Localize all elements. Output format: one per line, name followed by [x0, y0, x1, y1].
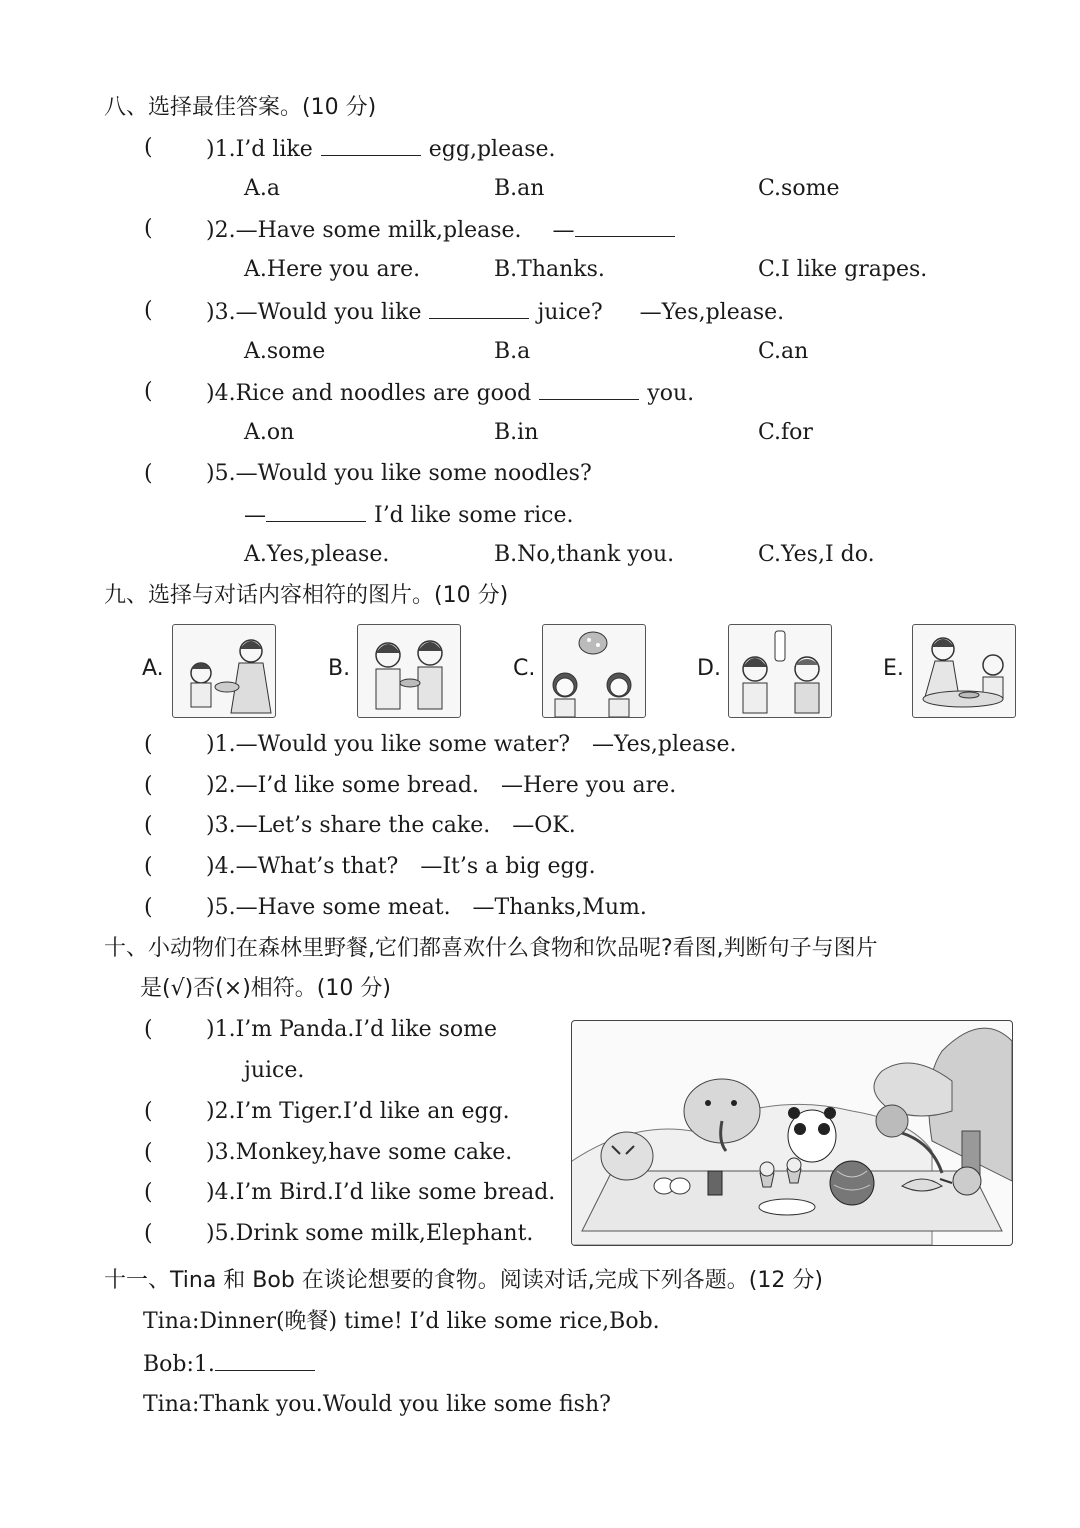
answer-blank[interactable] — [429, 296, 529, 319]
s11-dialogue-line2 — [143, 1348, 323, 1380]
s10-item-3: )3.Monkey,have some cake. — [206, 1140, 513, 1165]
s9-item-3: )3.—Let’s share the cake. —OK. — [206, 813, 576, 838]
picture-label-d: D. — [697, 656, 721, 681]
picture-a-mother-serving-boy — [172, 624, 276, 718]
s8-q1-option-c: C.some — [758, 176, 840, 201]
s8-q4-stem-after: you. — [647, 381, 695, 406]
s10-item-2: )2.I’m Tiger.I’d like an egg. — [206, 1099, 510, 1124]
s11-dialogue-line3: Tina:Thank you.Would you like some fish? — [143, 1392, 611, 1417]
paren-open: ( — [144, 813, 153, 838]
s8-q5-line2 — [244, 499, 573, 531]
forest-picnic-illustration — [571, 1020, 1013, 1246]
paren-open: ( — [144, 1180, 153, 1205]
s8-q3-option-a: A.some — [244, 339, 326, 364]
s9-item-1: )1.—Would you like some water? —Yes,please. — [206, 732, 737, 757]
s8-q3-option-b: B.a — [494, 339, 531, 364]
answer-blank[interactable] — [321, 133, 421, 156]
s11-dialogue-line1: Tina:Dinner(晚餐) time! I’d like some rice,Bob. — [143, 1309, 660, 1334]
answer-blank[interactable] — [575, 214, 675, 237]
paren-open: ( — [144, 1140, 153, 1165]
s8-q1-stem-before: )1.I’d like — [206, 137, 313, 162]
s8-q1-option-b: B.an — [494, 176, 545, 201]
s10-item-1: )1.I’m Panda.I’d like some — [206, 1017, 497, 1042]
picture-label-a: A. — [142, 656, 164, 681]
s8-q2-option-b: B.Thanks. — [494, 257, 605, 282]
paren-open: ( — [144, 379, 153, 404]
s8-q5-line2-after: I’d like some rice. — [374, 503, 574, 528]
paren-open: ( — [144, 461, 153, 486]
s8-q2-dash: — — [552, 218, 575, 243]
s10-item-1-cont: juice. — [244, 1058, 305, 1083]
s8-q1-stem-after: egg,please. — [428, 137, 556, 162]
paren-open: ( — [144, 773, 153, 798]
s8-q1-stem — [206, 133, 556, 165]
section11-title: 十一、Tina 和 Bob 在谈论想要的食物。阅读对话,完成下列各题。(12 分) — [104, 1268, 823, 1293]
s8-q2-stem-before: )2.—Have some milk,please. — [206, 218, 522, 243]
paren-open: ( — [144, 298, 153, 323]
section10-title-line1: 十、小动物们在森林里野餐,它们都喜欢什么食物和饮品呢?看图,判断句子与图片 — [104, 936, 878, 961]
s8-q2-option-c: C.I like grapes. — [758, 257, 928, 282]
s8-q2-option-a: A.Here you are. — [244, 257, 421, 282]
section10-title-line2: 是(√)否(×)相符。(10 分) — [140, 976, 391, 1001]
paren-open: ( — [144, 216, 153, 241]
s8-q4-stem-before: )4.Rice and noodles are good — [206, 381, 532, 406]
answer-blank[interactable] — [539, 377, 639, 400]
s10-item-5: )5.Drink some milk,Elephant. — [206, 1221, 534, 1246]
s9-item-5: )5.—Have some meat. —Thanks,Mum. — [206, 895, 647, 920]
picture-b-two-girls-eating — [357, 624, 461, 718]
picture-c-kids-thinking — [542, 624, 646, 718]
s9-item-2: )2.—I’d like some bread. —Here you are. — [206, 773, 677, 798]
s8-q5-dash: — — [244, 503, 266, 528]
s8-q3-option-c: C.an — [758, 339, 809, 364]
picture-d-girl-offering-water — [728, 624, 832, 718]
s8-q4-option-c: C.for — [758, 420, 813, 445]
s8-q5-stem: )5.—Would you like some noodles? — [206, 461, 592, 486]
s8-q1-option-a: A.a — [244, 176, 280, 201]
s8-q4-option-a: A.on — [244, 420, 295, 445]
picture-e-mother-serving-table — [912, 624, 1016, 718]
paren-open: ( — [144, 895, 153, 920]
s8-q5-option-a: A.Yes,please. — [244, 542, 390, 567]
picture-label-b: B. — [328, 656, 351, 681]
s8-q2-stem — [206, 214, 683, 246]
s8-q3-reply: —Yes,please. — [639, 300, 785, 325]
picture-label-e: E. — [883, 656, 904, 681]
paren-open: ( — [144, 732, 153, 757]
s8-q5-option-c: C.Yes,I do. — [758, 542, 875, 567]
s8-q3-stem — [206, 296, 784, 328]
picture-label-c: C. — [513, 656, 536, 681]
section9-title: 九、选择与对话内容相符的图片。(10 分) — [104, 583, 509, 608]
s8-q4-stem — [206, 377, 694, 409]
answer-blank[interactable] — [266, 499, 366, 522]
s8-q4-option-b: B.in — [494, 420, 539, 445]
s8-q5-option-b: B.No,thank you. — [494, 542, 675, 567]
s8-q3-stem-before: )3.—Would you like — [206, 300, 422, 325]
section8-title: 八、选择最佳答案。(10 分) — [104, 95, 377, 120]
paren-open: ( — [144, 1099, 153, 1124]
paren-open: ( — [144, 854, 153, 879]
paren-open: ( — [144, 1221, 153, 1246]
s11-line2-speaker: Bob:1. — [143, 1352, 215, 1377]
answer-blank[interactable] — [215, 1348, 315, 1371]
s9-item-4: )4.—What’s that? —It’s a big egg. — [206, 854, 596, 879]
paren-open: ( — [144, 1017, 153, 1042]
paren-open: ( — [144, 135, 153, 160]
s8-q3-stem-after: juice? — [537, 300, 603, 325]
s10-item-4: )4.I’m Bird.I’d like some bread. — [206, 1180, 556, 1205]
